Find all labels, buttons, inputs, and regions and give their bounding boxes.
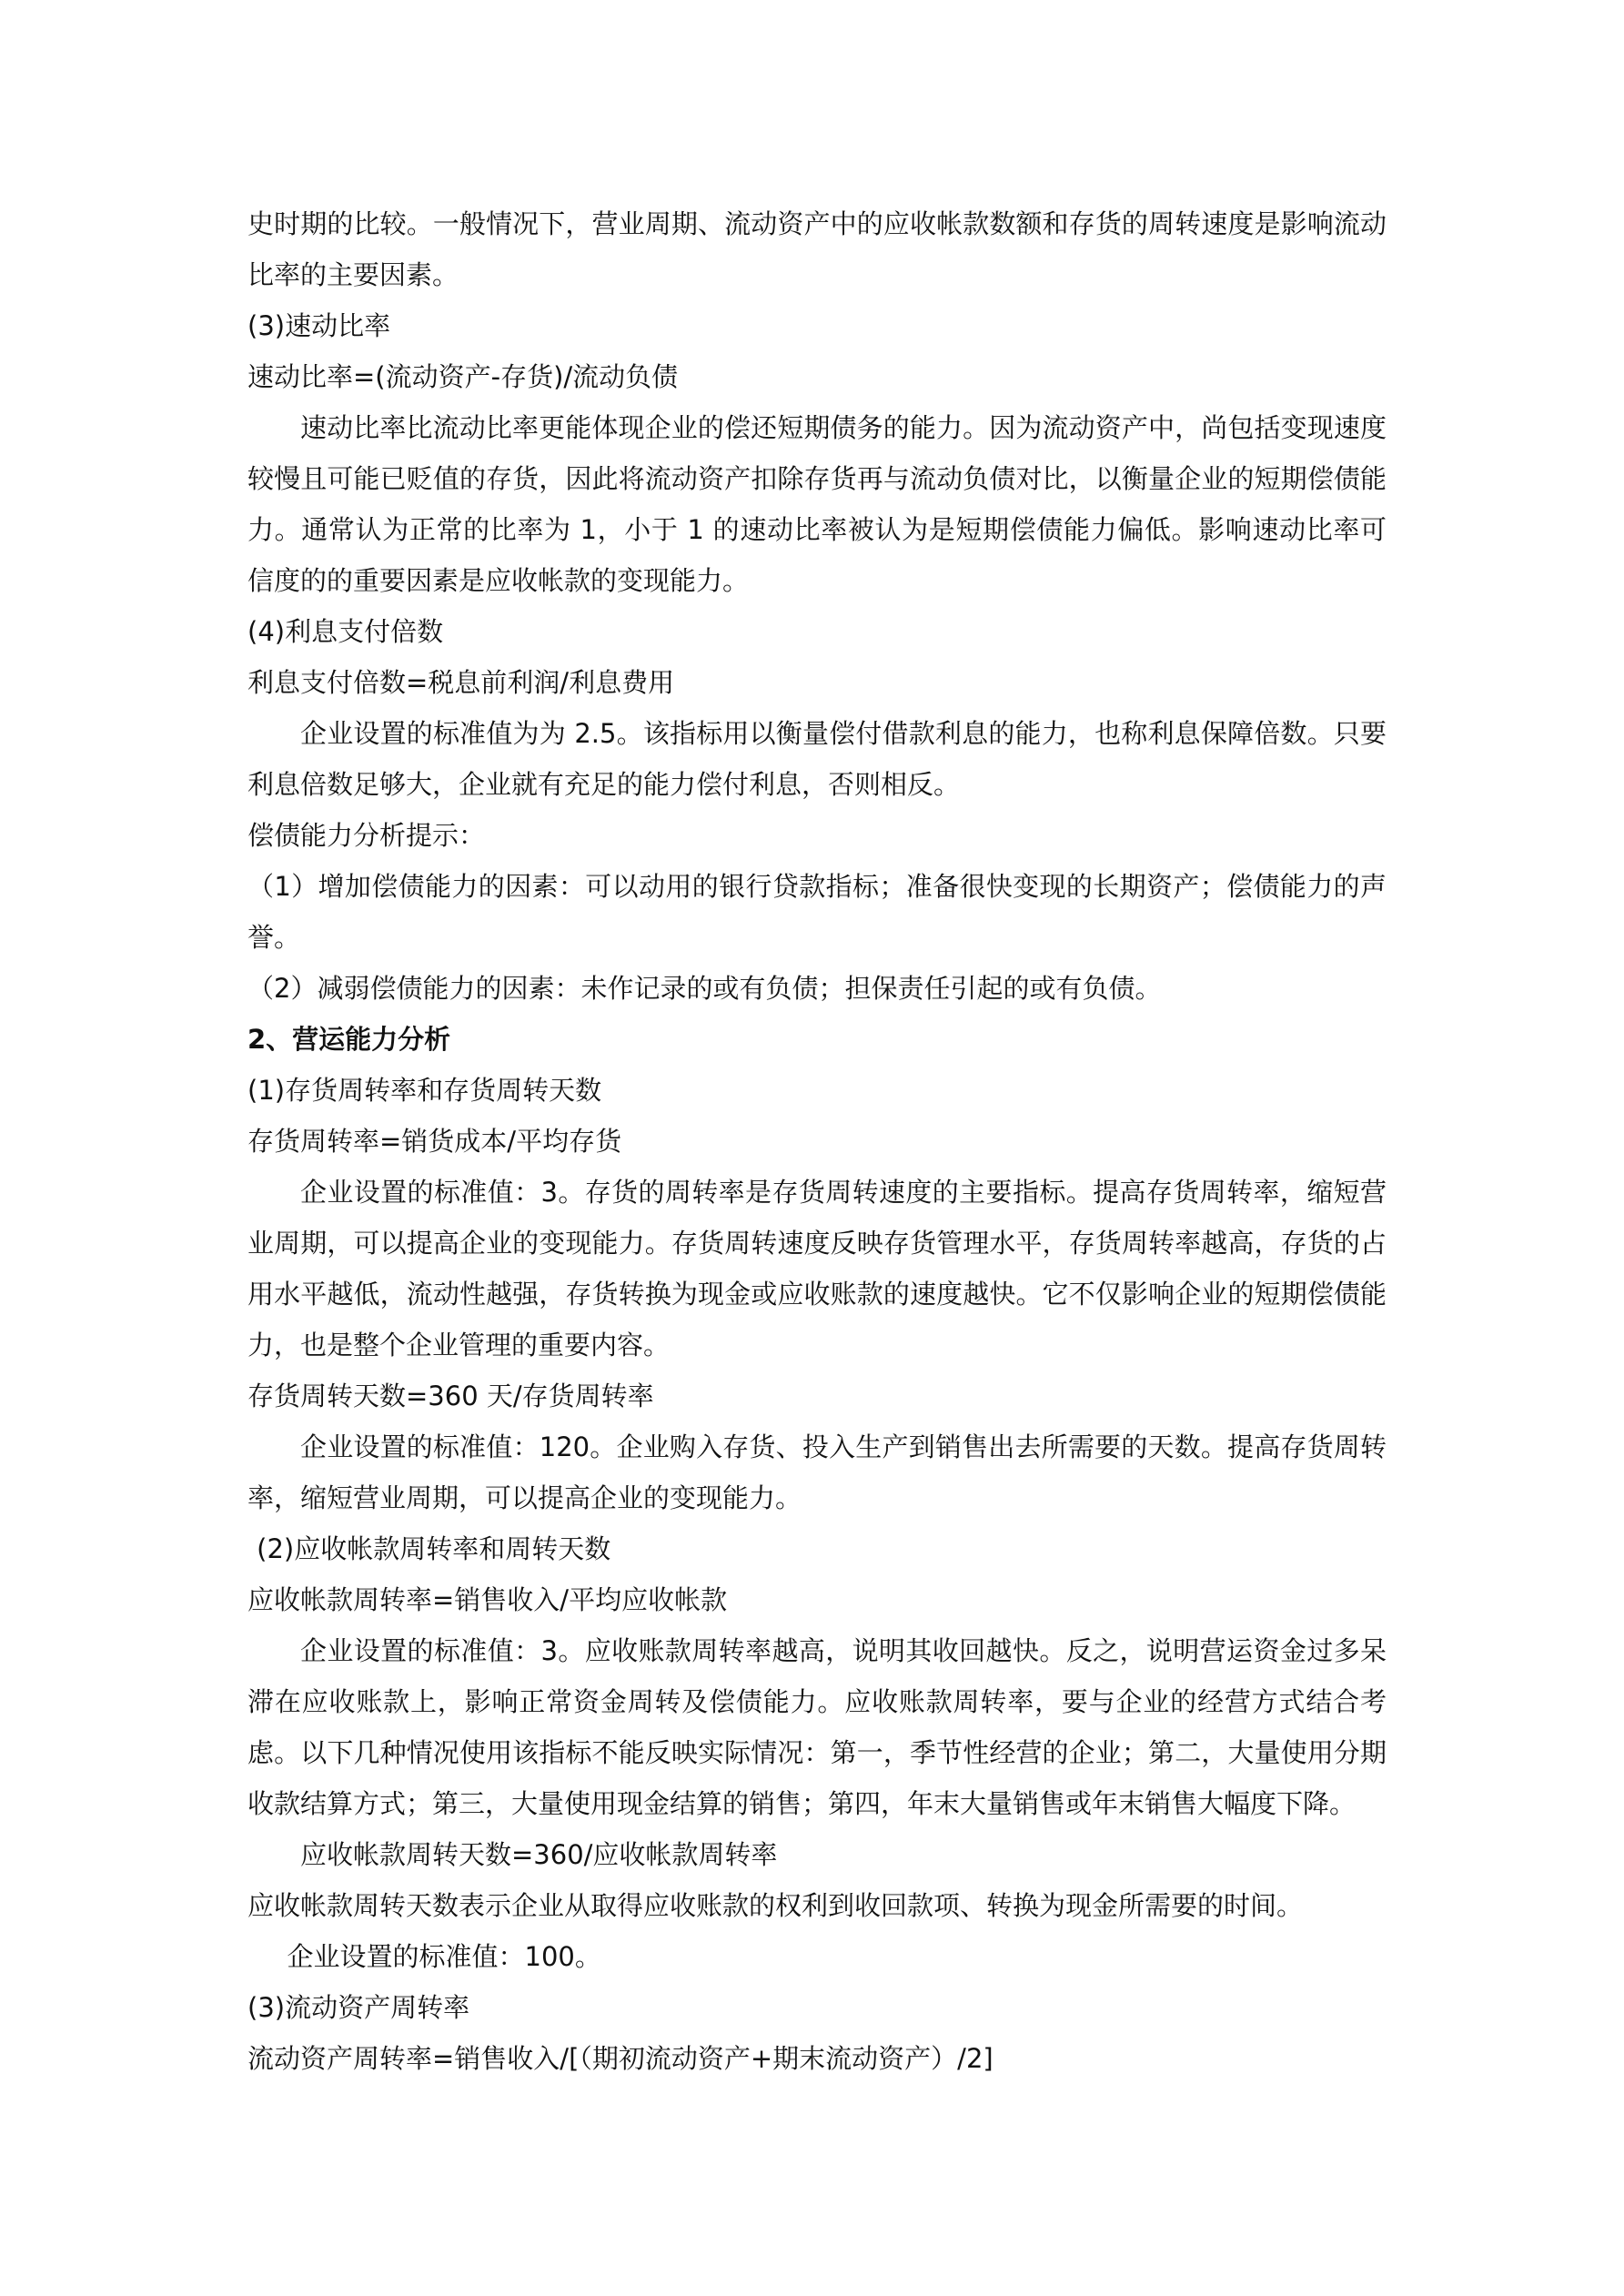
- formula-receivables-days: 应收帐款周转天数=360/应收帐款周转率: [300, 1839, 778, 1870]
- subheading-interest-coverage: (4)利息支付倍数: [247, 616, 444, 647]
- paragraph-inventory-days: 企业设置的标准值：120。企业购入存货、投入生产到销售出去所需要的天数。提高存货周转率，缩短营业周期，可以提高企业的变现能力。: [247, 1431, 1387, 1513]
- paragraph-quick-ratio: 速动比率比流动比率更能体现企业的偿还短期债务的能力。因为流动资产中，尚包括变现速度较慢且可能已贬值的存货，因此将流动资产扣除存货再与流动负债对比，以衡量企业的短期偿债能力。通常认为正常的比率为 1，小于 1 的速动比率被认为是短期偿债能力偏低。影响速动比率可信度的的重要因素是应收帐款的变现能力。: [247, 412, 1387, 596]
- formula-interest-coverage: 利息支付倍数=税息前利润/利息费用: [247, 667, 675, 698]
- formula-inventory-turnover: 存货周转率=销货成本/平均存货: [247, 1126, 622, 1157]
- subheading-inventory-turnover: (1)存货周转率和存货周转天数: [247, 1075, 602, 1106]
- paragraph-receivables-standard: 企业设置的标准值：100。: [287, 1941, 601, 1972]
- solvency-tip-1: （1）增加偿债能力的因素：可以动用的银行贷款指标；准备很快变现的长期资产；偿债能力的声誉。: [247, 871, 1387, 953]
- formula-quick-ratio: 速动比率=(流动资产-存货)/流动负债: [247, 361, 679, 392]
- formula-current-asset-turnover: 流动资产周转率=销售收入/[（期初流动资产+期末流动资产）/2]: [247, 2043, 994, 2074]
- formula-receivables-turnover: 应收帐款周转率=销售收入/平均应收帐款: [247, 1584, 728, 1615]
- paragraph-receivables-days: 应收帐款周转天数表示企业从取得应收账款的权利到收回款项、转换为现金所需要的时间。: [247, 1890, 1304, 1921]
- paragraph-liquidity-factors: 史时期的比较。一般情况下，营业周期、流动资产中的应收帐款数额和存货的周转速度是影响流动比率的主要因素。: [247, 208, 1387, 290]
- subheading-quick-ratio: (3)速动比率: [247, 310, 391, 341]
- solvency-tip-2: （2）减弱偿债能力的因素：未作记录的或有负债；担保责任引起的或有负债。: [247, 973, 1162, 1004]
- subheading-current-asset-turnover: (3)流动资产周转率: [247, 1992, 470, 2023]
- section-heading-operating-capacity: 2、营运能力分析: [247, 1024, 451, 1055]
- solvency-tips-label: 偿债能力分析提示：: [247, 820, 486, 851]
- subheading-receivables-turnover: (2)应收帐款周转率和周转天数: [257, 1533, 611, 1564]
- paragraph-interest-coverage: 企业设置的标准值为为 2.5。该指标用以衡量偿付借款利息的能力，也称利息保障倍数。只要利息倍数足够大，企业就有充足的能力偿付利息，否则相反。: [247, 718, 1387, 800]
- formula-inventory-days: 存货周转天数=360 天/存货周转率: [247, 1381, 654, 1411]
- document-body: [247, 198, 1387, 2084]
- paragraph-receivables-turnover: 企业设置的标准值：3。应收账款周转率越高，说明其收回越快。反之，说明营运资金过多呆滞在应收账款上，影响正常资金周转及偿债能力。应收账款周转率，要与企业的经营方式结合考虑。以下几种情况使用该指标不能反映实际情况：第一，季节性经营的企业；第二，大量使用分期收款结算方式；第三，大量使用现金结算的销售；第四，年末大量销售或年末销售大幅度下降。: [247, 1635, 1387, 1819]
- paragraph-inventory-turnover: 企业设置的标准值：3。存货的周转率是存货周转速度的主要指标。提高存货周转率，缩短营业周期，可以提高企业的变现能力。存货周转速度反映存货管理水平，存货周转率越高，存货的占用水平越低，流动性越强，存货转换为现金或应收账款的速度越快。它不仅影响企业的短期偿债能力，也是整个企业管理的重要内容。: [247, 1177, 1387, 1360]
